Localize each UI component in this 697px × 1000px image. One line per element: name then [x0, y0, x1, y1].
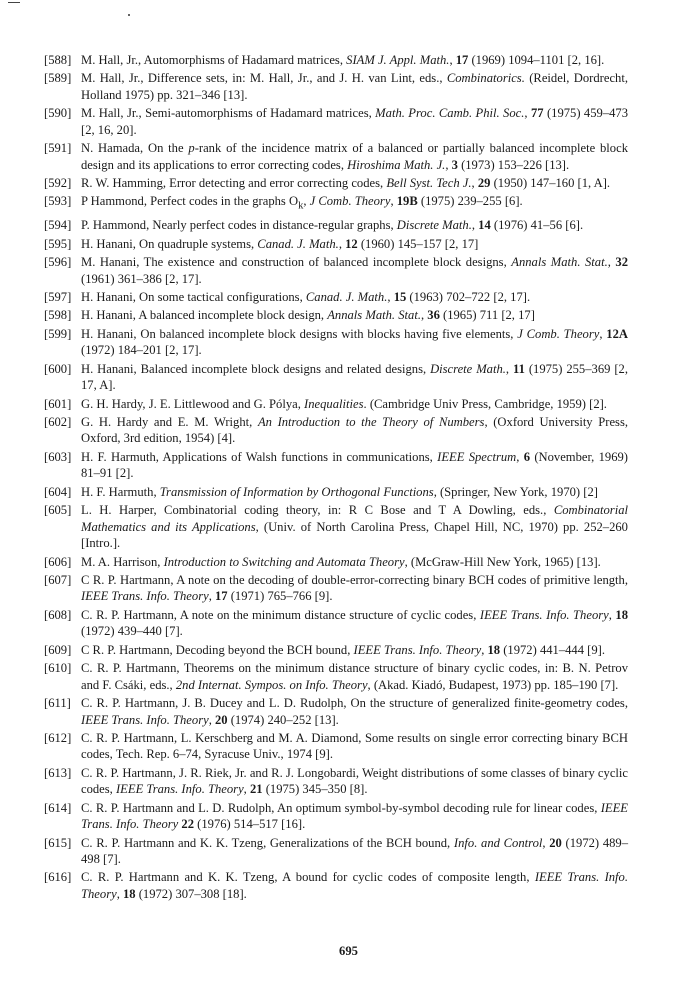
reference-segment: M. Hall, Jr., Semi-automorphisms of Hadamard matrices,	[81, 106, 376, 121]
reference-number: [589]	[44, 71, 72, 86]
reference-number: [604]	[44, 484, 72, 499]
reference-segment: H. Hanani, A balanced incomplete block design,	[81, 308, 328, 323]
reference-italic-segment: 2nd Internat. Sympos. on Info. Theory	[175, 677, 368, 692]
reference-entry	[44, 765, 628, 798]
reference-segment: ,	[387, 290, 394, 305]
reference-segment: (1975) 255–369 [2, 17, A].	[81, 361, 628, 393]
reference-text	[81, 255, 628, 286]
reference-volume: 11	[513, 361, 525, 376]
reference-segment: ,	[599, 326, 607, 341]
reference-volume: 18	[122, 886, 136, 901]
reference-text	[81, 141, 628, 172]
reference-segment: P Hammond, Perfect codes in the graphs O	[81, 194, 299, 209]
reference-volume: 6	[523, 449, 531, 464]
reference-segment: , (Akad. Kiadó, Budapest, 1973) pp. 185–190 [7].	[367, 677, 619, 692]
reference-volume: 29	[477, 176, 491, 191]
reference-number: [611]	[44, 696, 71, 710]
reference-number: [608]	[44, 607, 72, 622]
reference-segment: ,	[338, 236, 346, 251]
reference-segment: ,	[516, 449, 524, 464]
reference-number: [616]	[44, 870, 72, 885]
reference-segment: C. R. P. Hartmann and L. D. Rudolph, An optimum symbol-by-symbol decoding rule for linear codes,	[81, 800, 601, 815]
reference-segment: C. R. P. Hartmann, L. Kerschberg and M. A. Diamond, Some results on single error correcting binary BCH codes, Tech. Rep. 6–74, Syracuse Univ., 1974 [9].	[81, 730, 628, 762]
reference-italic-segment: Annals Math. Stat.	[327, 308, 421, 323]
reference-segment: ,	[608, 607, 616, 622]
reference-number: [595]	[44, 236, 72, 251]
reference-italic-segment: Discrete Math.	[396, 218, 472, 233]
reference-entry	[44, 449, 628, 482]
reference-segment: (1963) 702–722 [2, 17].	[406, 290, 531, 305]
reference-segment: (1961) 361–386 [2, 17].	[81, 271, 202, 286]
reference-number: [615]	[44, 835, 72, 850]
reference-segment: H. F. Harmuth, Applications of Walsh functions in communications,	[81, 449, 438, 464]
reference-entry	[44, 484, 628, 501]
reference-entry	[44, 730, 628, 763]
reference-italic-segment: IEEE Trans. Info. Theory	[81, 800, 628, 832]
reference-italic-segment: IEEE Trans. Info. Theory	[353, 642, 482, 657]
reference-volume: 20	[214, 712, 228, 727]
reference-segment: C R. P. Hartmann, Decoding beyond the BCH bound,	[81, 642, 354, 657]
reference-text	[81, 71, 628, 102]
reference-entry	[44, 193, 628, 215]
reference-segment: C. R. P. Hartmann and K. K. Tzeng, A bound for cyclic codes of composite length,	[81, 870, 535, 885]
reference-segment: R. W. Hamming, Error detecting and error correcting codes,	[81, 176, 387, 191]
reference-number: [592]	[44, 176, 72, 191]
reference-segment: G. H. Hardy, J. E. Littlewood and G. Pólya,	[81, 396, 305, 411]
reference-number: [591]	[44, 141, 72, 156]
reference-segment: (Reidel, Dordrecht, Holland 1975) pp. 321–346 [13].	[81, 71, 628, 102]
reference-text	[81, 362, 628, 393]
reference-volume: 32	[615, 255, 628, 270]
reference-segment: (1975) 345–350 [8].	[262, 782, 368, 797]
reference-segment: H. Hanani, Balanced incomplete block designs and related designs,	[81, 361, 431, 376]
reference-text	[81, 53, 604, 67]
reference-entry	[44, 361, 628, 394]
reference-number: [597]	[44, 290, 72, 305]
reference-volume: 12A	[606, 326, 628, 341]
reference-segment: , (Springer, New York, 1970) [2]	[433, 484, 598, 499]
reference-entry	[44, 307, 628, 324]
reference-italic-segment: IEEE Trans. Info. Theory	[81, 712, 209, 727]
reference-entry	[44, 105, 628, 138]
reference-text	[81, 870, 628, 901]
reference-text	[81, 555, 601, 569]
reference-text	[81, 503, 628, 550]
reference-text	[81, 237, 478, 251]
reference-segment: (1975) 459–473 [2, 16, 20].	[81, 106, 629, 137]
reference-volume: 21	[249, 782, 263, 797]
reference-segment: C. R. P. Hartmann and K. K. Tzeng, Generalizations of the BCH bound,	[81, 835, 454, 850]
reference-entry	[44, 800, 628, 833]
reference-segment: (1974) 240–252 [13].	[227, 712, 339, 727]
reference-number: [603]	[44, 449, 72, 464]
reference-list	[44, 52, 628, 904]
reference-segment: M. Hall, Jr., Automorphisms of Hadamard matrices,	[81, 53, 347, 67]
reference-segment: ,	[243, 782, 250, 797]
reference-italic-segment: Canad. J. Math.	[257, 236, 339, 251]
reference-segment: ,	[116, 886, 123, 901]
reference-entry	[44, 254, 628, 287]
reference-segment: P. Hammond, Nearly perfect codes in distance-regular graphs,	[81, 218, 397, 233]
reference-segment: ,	[542, 835, 550, 850]
reference-entry	[44, 70, 628, 103]
reference-italic-segment: Transmission of Information by Orthogonal Functions	[159, 484, 434, 499]
reference-number: [593]	[44, 194, 72, 209]
reference-entry	[44, 554, 628, 571]
reference-segment: (1975) 239–255 [6].	[417, 194, 523, 209]
reference-segment: (1976) 514–517 [16].	[194, 817, 306, 832]
reference-segment: H. Hanani, On some tactical configurations,	[81, 290, 306, 305]
reference-text	[81, 218, 583, 232]
reference-subscript: k	[298, 200, 304, 212]
reference-segment: (1969) 1094–1101 [2, 16].	[468, 53, 605, 67]
page-number: 695	[339, 944, 358, 958]
reference-number: [614]	[44, 800, 72, 815]
reference-volume: 77	[530, 106, 544, 121]
reference-italic-segment: Canad. J. Math.	[305, 290, 388, 305]
reference-segment: H. Hanani, On quadruple systems,	[81, 236, 258, 251]
reference-segment: ,	[524, 106, 531, 121]
reference-number: [612]	[44, 730, 72, 745]
reference-segment: (1976) 41–56 [6].	[490, 218, 584, 233]
reference-italic-segment: Combinatorics.	[446, 71, 525, 86]
reference-entry	[44, 869, 628, 902]
reference-text	[81, 731, 628, 762]
reference-volume: 18	[615, 607, 629, 622]
reference-italic-segment: J Comb. Theory	[517, 326, 600, 341]
reference-number: [602]	[44, 414, 72, 429]
reference-segment: C. R. P. Hartmann, Theorems on the minimum distance structure of binary cyclic codes, in: B. N. Petrov and F. Csáki, eds.,	[81, 661, 628, 692]
reference-segment: M. Hanani, The existence and construction of balanced incomplete block designs,	[81, 255, 512, 270]
reference-segment: (1960) 145–157 [2, 17]	[357, 236, 479, 251]
reference-number: [607]	[44, 572, 72, 587]
reference-entry	[44, 326, 628, 359]
reference-text	[81, 485, 598, 499]
reference-volume: 14	[478, 218, 491, 233]
reference-italic-segment: Info. and Control	[453, 835, 543, 850]
reference-text	[81, 696, 628, 727]
reference-segment: ,	[449, 53, 456, 67]
reference-segment: H. F. Harmuth,	[81, 484, 160, 499]
reference-italic-segment: J Comb. Theory	[309, 194, 391, 209]
reference-text	[81, 290, 530, 304]
reference-italic-segment: IEEE Trans. Info. Theory	[115, 782, 244, 797]
reference-segment: M. Hall, Jr., Difference sets, in: M. Hall, Jr., and J. H. van Lint, eds.,	[81, 71, 447, 86]
reference-number: [609]	[44, 642, 72, 657]
reference-number: [610]	[44, 661, 72, 676]
reference-segment: ,	[445, 157, 452, 172]
reference-segment: , (McGraw-Hill New York, 1965) [13].	[404, 554, 601, 569]
reference-entry	[44, 607, 628, 640]
reference-segment: C. R. P. Hartmann, J. B. Ducey and L. D. Rudolph, On the structure of generalized finite-geometry codes,	[81, 696, 628, 710]
reference-segment: C R. P. Hartmann, A note on the decoding of double-error-correcting binary BCH codes of primitive length,	[81, 572, 628, 587]
reference-italic-segment: IEEE Trans. Info. Theory	[479, 607, 609, 622]
reference-segment: C. R. P. Hartmann, J. R. Riek, Jr. and R. J. Longobardi, Weight distributions of some classes of binary cyclic codes,	[81, 765, 628, 797]
reference-segment: (1972) 184–201 [2, 17].	[81, 343, 202, 358]
reference-number: [598]	[44, 308, 72, 323]
reference-volume: 22	[181, 817, 195, 832]
reference-entry	[44, 572, 628, 605]
reference-text	[81, 573, 628, 604]
reference-entry	[44, 642, 628, 659]
reference-segment: (1972) 441–444 [9].	[500, 642, 606, 657]
reference-italic-segment: IEEE Trans. Info. Theory	[81, 870, 629, 901]
reference-segment: (1950) 147–160 [1, A].	[490, 176, 611, 191]
reference-segment: G. H. Hardy and E. M. Wright,	[81, 414, 258, 429]
reference-italic-segment: Introduction to Switching and Automata Theory	[163, 554, 405, 569]
reference-entry	[44, 52, 628, 69]
reference-segment: H. Hanani, On balanced incomplete block designs with blocks having five elements,	[81, 326, 518, 341]
reference-text	[81, 176, 610, 190]
reference-segment: M. A. Harrison,	[81, 554, 164, 569]
reference-text	[81, 415, 628, 446]
reference-text	[81, 450, 628, 481]
reference-italic-segment: p	[188, 141, 195, 156]
reference-volume: 18	[487, 642, 501, 657]
reference-number: [601]	[44, 396, 72, 411]
reference-entry	[44, 217, 628, 234]
reference-text	[81, 661, 628, 692]
reference-segment: L. H. Harper, Combinatorial coding theory, in: R C Bose and T A Dowling, eds.,	[81, 503, 554, 518]
reference-segment: ,	[420, 308, 428, 323]
reference-italic-segment: Combinatorial Mathematics and its Applications	[81, 503, 628, 534]
reference-number: [605]	[44, 503, 72, 518]
reference-italic-segment: Inequalities	[304, 396, 364, 411]
reference-italic-segment: SIAM J. Appl. Math.	[346, 53, 450, 67]
reference-italic-segment: IEEE Spectrum	[437, 449, 517, 464]
reference-entry	[44, 396, 628, 413]
reference-segment: , (Univ. of North Carolina Press, Chapel Hill, NC, 1970) pp. 252–260 [Intro.].	[81, 519, 628, 551]
reference-segment: ,	[303, 194, 310, 209]
reference-text	[81, 836, 628, 867]
reference-volume: 15	[393, 290, 407, 305]
reference-number: [613]	[44, 765, 72, 780]
reference-segment: (1973) 153–226 [13].	[457, 157, 570, 172]
reference-italic-segment: Bell Syst. Tech J.	[386, 176, 472, 191]
reference-segment: ,	[471, 176, 478, 191]
reference-text	[81, 766, 628, 797]
reference-number: [599]	[44, 326, 72, 341]
reference-entry	[44, 414, 628, 447]
reference-entry	[44, 695, 628, 728]
reference-segment: ,	[607, 255, 616, 270]
reference-number: [594]	[44, 218, 72, 233]
reference-segment: (1972) 307–308 [18].	[135, 886, 247, 901]
reference-volume: 17	[455, 53, 469, 67]
reference-entry	[44, 835, 628, 868]
reference-entry	[44, 236, 628, 253]
reference-segment: (1972) 489–498 [7].	[81, 835, 629, 867]
reference-italic-segment: Hiroshima Math. J.	[347, 157, 446, 172]
reference-number: [606]	[44, 554, 72, 569]
reference-segment: -rank of the incidence matrix of a balanced or partially balanced incomplete block design and its applications to error correcting codes,	[81, 141, 628, 172]
reference-volume: 36	[427, 308, 440, 323]
reference-italic-segment: Math. Proc. Camb. Phil. Soc.	[375, 106, 525, 121]
reference-segment: ,	[390, 194, 397, 209]
reference-italic-segment: IEEE Trans. Info. Theory	[81, 589, 209, 604]
reference-segment: ,	[208, 589, 215, 604]
reference-italic-segment: An Introduction to the Theory of Numbers	[257, 414, 485, 429]
reference-text	[81, 801, 628, 832]
reference-text	[81, 608, 628, 639]
scan-dot	[128, 14, 130, 16]
reference-number: [588]	[44, 53, 72, 67]
reference-text	[81, 397, 607, 411]
reference-entry	[44, 289, 628, 306]
reference-volume: 3	[451, 157, 458, 172]
reference-segment: (November, 1969) 81–91 [2].	[81, 449, 628, 481]
reference-italic-segment: Discrete Math.	[430, 361, 506, 376]
reference-italic-segment: Annals Math. Stat.	[511, 255, 608, 270]
reference-entry	[44, 175, 628, 192]
reference-segment: ,	[471, 218, 479, 233]
reference-entry	[44, 660, 628, 693]
reference-text	[81, 643, 605, 657]
reference-volume: 19B	[396, 194, 418, 209]
reference-entry	[44, 140, 628, 173]
reference-text	[81, 106, 628, 137]
reference-segment: ,	[481, 642, 488, 657]
reference-entry	[44, 502, 628, 552]
reference-text	[81, 327, 628, 358]
corner-mark	[8, 2, 20, 3]
reference-segment: N. Hamada, On the	[81, 141, 189, 156]
reference-segment: ,	[208, 712, 215, 727]
reference-volume: 20	[549, 835, 562, 850]
reference-number: [600]	[44, 361, 72, 376]
reference-segment: (1971) 765–766 [9].	[227, 589, 333, 604]
reference-volume: 12	[345, 236, 358, 251]
reference-text	[81, 194, 523, 212]
reference-segment: . (Cambridge Univ Press, Cambridge, 1959) [2].	[363, 396, 607, 411]
reference-segment: ,	[505, 361, 513, 376]
reference-number: [596]	[44, 255, 72, 270]
reference-segment: , (Oxford University Press, Oxford, 3rd edition, 1954) [4].	[81, 414, 628, 446]
reference-number: [590]	[44, 106, 72, 121]
reference-text	[81, 308, 535, 322]
reference-segment: C. R. P. Hartmann, A note on the minimum distance structure of cyclic codes,	[81, 607, 480, 622]
reference-segment: (1965) 711 [2, 17]	[439, 308, 535, 323]
reference-segment: (1972) 439–440 [7].	[81, 624, 183, 639]
reference-volume: 17	[214, 589, 228, 604]
